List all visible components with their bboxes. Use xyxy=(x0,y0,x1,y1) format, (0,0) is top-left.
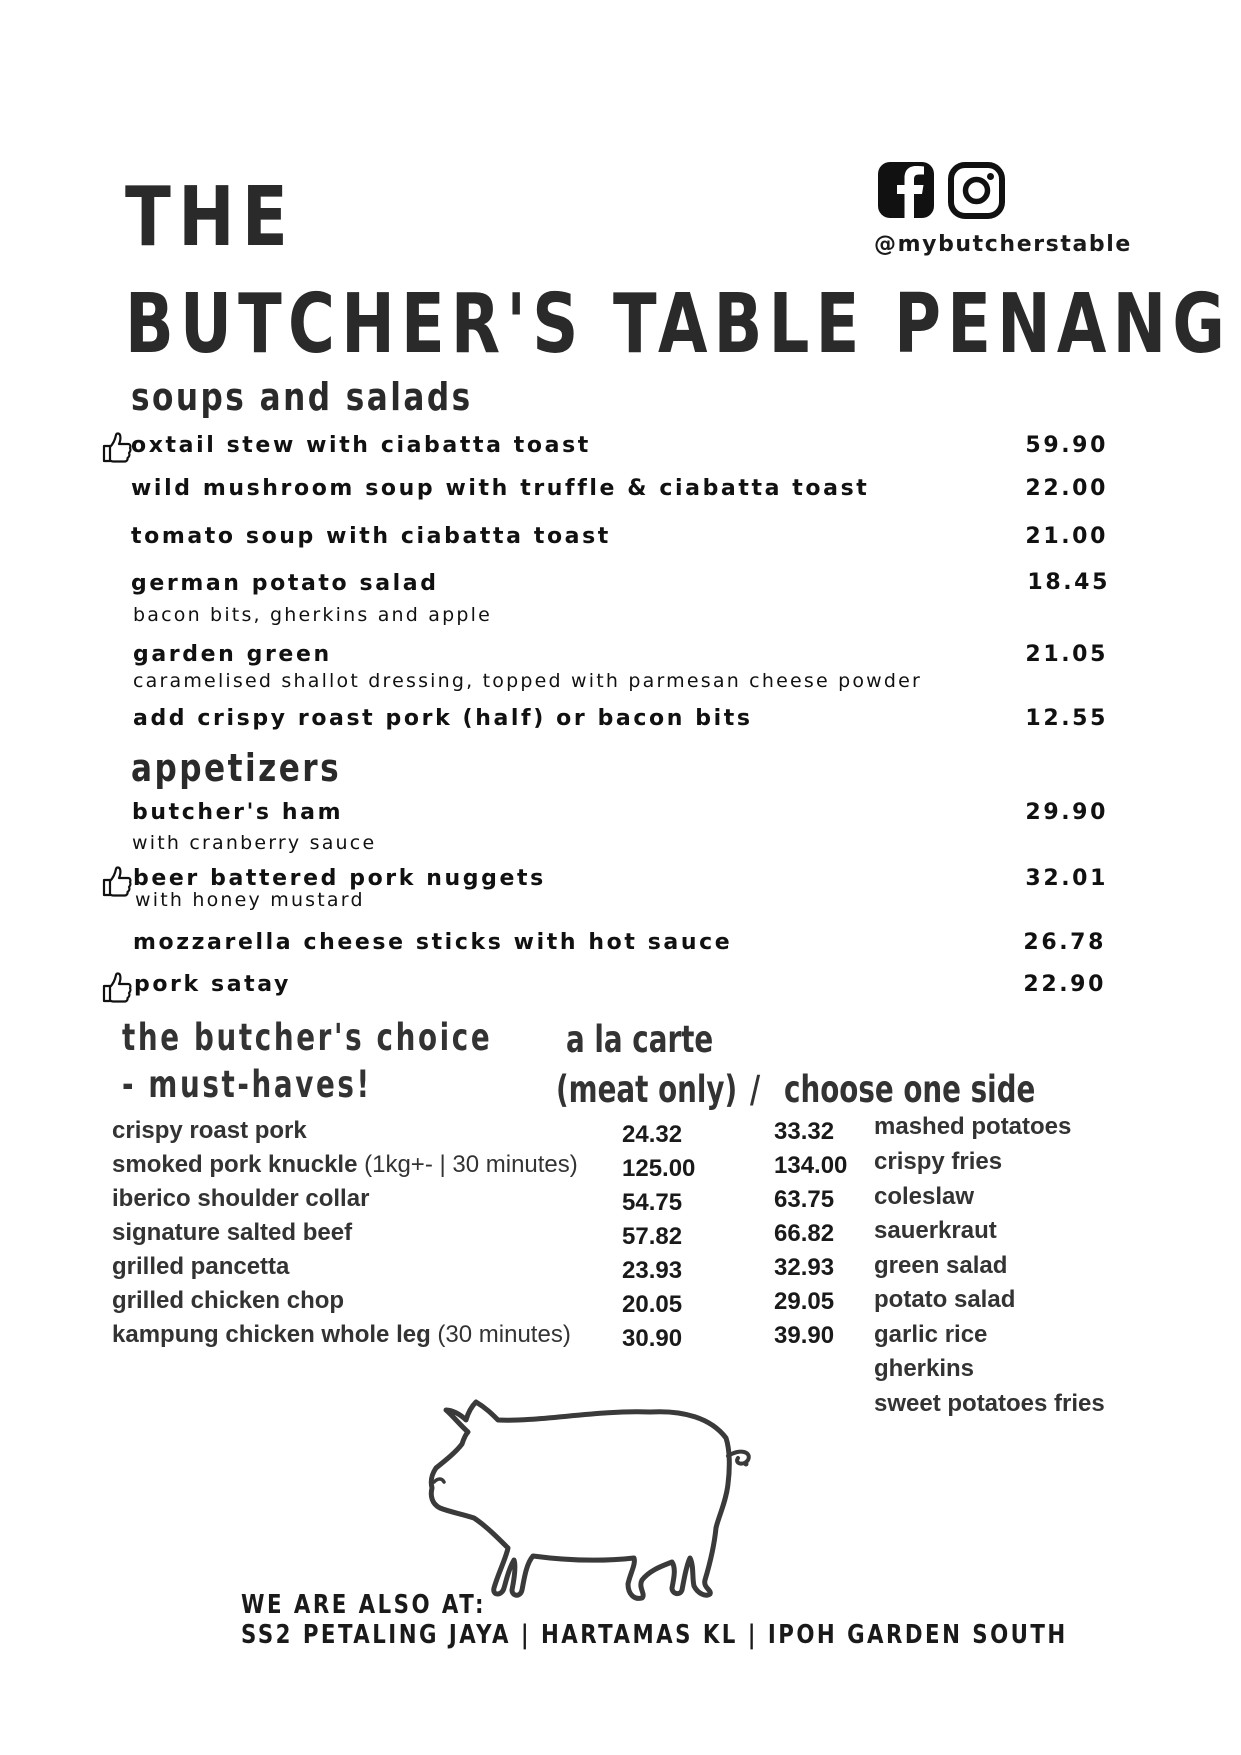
main-item-name: iberico shoulder collar xyxy=(112,1185,370,1212)
price-a-la-carte: 125.00 xyxy=(622,1155,696,1182)
section-heading-butchers-choice: the butcher's choice xyxy=(122,1016,493,1059)
side-option: sauerkraut xyxy=(874,1217,997,1244)
social-icons xyxy=(876,160,1008,220)
side-option: garlic rice xyxy=(874,1321,988,1348)
social-handle: @mybutcherstable xyxy=(874,232,1132,257)
price-a-la-carte: 30.90 xyxy=(622,1325,683,1352)
menu-item-name: pork satay xyxy=(134,972,291,997)
price-with-side: 39.90 xyxy=(774,1322,835,1349)
pig-illustration xyxy=(428,1398,788,1604)
menu-item-name: tomato soup with ciabatta toast xyxy=(131,524,611,549)
menu-item-description: caramelised shallot dressing, topped with parmesan cheese powder xyxy=(133,670,923,692)
menu-item-description: with cranberry sauce xyxy=(132,832,377,854)
menu-item-price: 21.00 xyxy=(1025,524,1108,549)
thumbs-up-icon xyxy=(102,865,132,897)
price-a-la-carte: 57.82 xyxy=(622,1223,683,1250)
section-heading-soups: soups and salads xyxy=(131,375,473,419)
price-with-side: 66.82 xyxy=(774,1220,835,1247)
menu-item-price: 59.90 xyxy=(1025,433,1108,458)
column-header-meat-only: (meat only) xyxy=(556,1068,738,1111)
footer-locations: SS2 PETALING JAYA | HARTAMAS KL | IPOH GARDEN SOUTH xyxy=(241,1620,1068,1650)
price-with-side: 63.75 xyxy=(774,1186,835,1213)
menu-item-price: 26.78 xyxy=(1023,930,1106,955)
side-option: mashed potatoes xyxy=(874,1113,1072,1140)
instagram-icon[interactable] xyxy=(951,165,1002,216)
column-header-a-la-carte: a la carte xyxy=(566,1018,714,1061)
main-item-name: grilled chicken chop xyxy=(112,1287,345,1314)
side-option: gherkins xyxy=(874,1355,975,1382)
menu-item-name: butcher's ham xyxy=(132,800,344,825)
column-header-choose-side: choose one side xyxy=(784,1068,1036,1111)
side-option: green salad xyxy=(874,1252,1008,1279)
menu-item-price: 22.00 xyxy=(1025,476,1108,501)
facebook-icon[interactable] xyxy=(878,162,934,218)
footer-heading: WE ARE ALSO AT: xyxy=(241,1590,487,1620)
column-header-separator: / xyxy=(750,1068,761,1111)
menu-item-name: mozzarella cheese sticks with hot sauce xyxy=(133,930,733,955)
side-option: coleslaw xyxy=(874,1183,975,1210)
menu-item-price: 29.90 xyxy=(1025,800,1108,825)
menu-item-price: 18.45 xyxy=(1027,570,1110,595)
menu-item-name: beer battered pork nuggets xyxy=(133,866,546,891)
price-with-side: 32.93 xyxy=(774,1254,835,1281)
thumbs-up-icon xyxy=(102,971,132,1003)
main-item-name: kampung chicken whole leg (30 minutes) xyxy=(112,1321,571,1348)
menu-item-name: german potato salad xyxy=(131,571,439,596)
menu-item-name: oxtail stew with ciabatta toast xyxy=(131,433,591,458)
price-a-la-carte: 24.32 xyxy=(622,1121,683,1148)
price-with-side: 29.05 xyxy=(774,1288,835,1315)
menu-item-price: 21.05 xyxy=(1025,642,1108,667)
menu-item-description: with honey mustard xyxy=(135,889,365,911)
main-item-name: signature salted beef xyxy=(112,1219,353,1246)
menu-item-price: 32.01 xyxy=(1025,866,1108,891)
side-option: crispy fries xyxy=(874,1148,1003,1175)
side-option: potato salad xyxy=(874,1286,1016,1313)
menu-item-price: 22.90 xyxy=(1023,972,1106,997)
main-item-name: crispy roast pork xyxy=(112,1117,307,1144)
title-line-1: THE xyxy=(125,170,296,265)
section-heading-appetizers: appetizers xyxy=(131,746,342,790)
thumbs-up-icon xyxy=(102,431,132,463)
main-item-name: smoked pork knuckle (1kg+- | 30 minutes) xyxy=(112,1151,578,1178)
price-a-la-carte: 20.05 xyxy=(622,1291,683,1318)
menu-item-description: bacon bits, gherkins and apple xyxy=(133,604,493,626)
main-item-name: grilled pancetta xyxy=(112,1253,290,1280)
price-with-side: 33.32 xyxy=(774,1118,835,1145)
price-a-la-carte: 23.93 xyxy=(622,1257,683,1284)
menu-item-name: garden green xyxy=(133,642,332,667)
title-line-2: BUTCHER'S TABLE PENANG xyxy=(125,277,1232,372)
price-with-side: 134.00 xyxy=(774,1152,848,1179)
menu-item-name: wild mushroom soup with truffle & ciabatta toast xyxy=(131,476,870,501)
section-heading-must-haves: - must-haves! xyxy=(122,1063,372,1106)
side-option: sweet potatoes fries xyxy=(874,1390,1105,1417)
price-a-la-carte: 54.75 xyxy=(622,1189,683,1216)
menu-item-name: add crispy roast pork (half) or bacon bits xyxy=(133,706,753,731)
menu-item-price: 12.55 xyxy=(1025,706,1108,731)
